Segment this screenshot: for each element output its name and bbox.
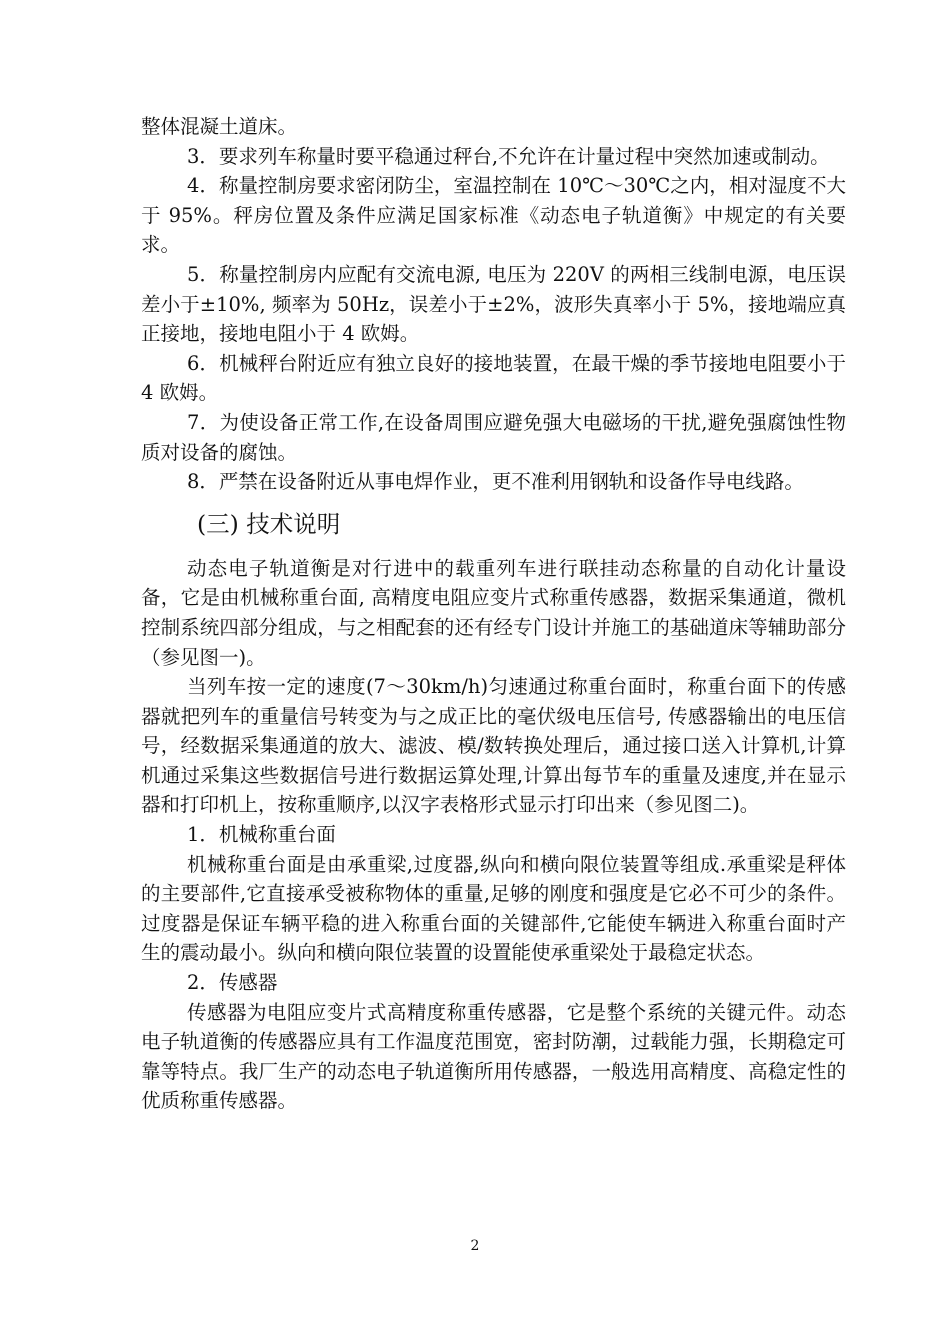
requirement-item-6: 6．机械秤台附近应有独立良好的接地装置，在最干燥的季节接地电阻要小于 4 欧姆。 xyxy=(141,351,846,405)
paragraph-intro: 动态电子轨道衡是对行进中的载重列车进行联挂动态称量的自动化计量设备，它是由机械称重台面, 高精度电阻应变片式称重传感器，数据采集通道，微机控制系统四部分组成，与之相配套的还有经专门设计并施工的基础道床等辅助部分（参见图一)。 xyxy=(141,556,846,669)
paragraph-sensor: 传感器为电阻应变片式高精度称重传感器，它是整个系统的关键元件。动态电子轨道衡的传感器应具有工作温度范围宽，密封防潮，过载能力强，长期稳定可靠等特点。我厂生产的动态电子轨道衡所用传感器，一般选用高精度、高稳定性的优质称重传感器。 xyxy=(141,1000,846,1113)
section-heading: (三) 技术说明 xyxy=(197,509,341,538)
requirement-item-8: 8．严禁在设备附近从事电焊作业，更不准利用钢轨和设备作导电线路。 xyxy=(187,470,804,494)
subsection-title-platform: 1．机械称重台面 xyxy=(187,823,336,847)
page-number: 2 xyxy=(470,1238,480,1254)
subsection-title-sensor: 2．传感器 xyxy=(187,971,278,995)
paragraph-continued: 整体混凝土道床。 xyxy=(141,115,298,138)
requirement-item-3: 3．要求列车称量时要平稳通过秤台,不允许在计量过程中突然加速或制动。 xyxy=(187,144,830,168)
requirement-item-4: 4．称量控制房要求密闭防尘，室温控制在 10℃～30℃之内，相对湿度不大于 95%。秤房位置及条件应满足国家标准《动态电子轨道衡》中规定的有关要求。 xyxy=(141,174,846,257)
document-page xyxy=(141,112,846,1116)
paragraph-working-principle: 当列车按一定的速度(7～30km/h)匀速通过称重台面时，称重台面下的传感器就把列车的重量信号转变为与之成正比的毫伏级电压信号, 传感器输出的电压信号，经数据采集通道的放大、滤波、模/数转换处理后，通过接口送入计算机,计算机通过采集这些数据信号进行数据运算处理,计算出每节车的重量及速度,并在显示器和打印机上，按称重顺序,以汉字表格形式显示打印出来（参见图二)。 xyxy=(141,675,846,817)
paragraph-platform: 机械称重台面是由承重梁,过度器,纵向和横向限位装置等组成.承重梁是秤体的主要部件,它直接承受被称物体的重量,足够的刚度和强度是它必不可少的条件。过度器是保证车辆平稳的进入称重台面的关键部件,它能使车辆进入称重台面时产生的震动最小。纵向和横向限位装置的设置能使承重梁处于最稳定状态。 xyxy=(141,852,846,965)
requirement-item-5: 5．称量控制房内应配有交流电源, 电压为 220V 的两相三线制电源，电压误差小于±10%, 频率为 50Hz，误差小于±2%，波形失真率小于 5%，接地端应真正接地，接地电阻小于 4 欧姆。 xyxy=(141,262,846,346)
requirement-item-7: 7．为使设备正常工作,在设备周围应避免强大电磁场的干扰,避免强腐蚀性物质对设备的腐蚀。 xyxy=(141,410,846,464)
